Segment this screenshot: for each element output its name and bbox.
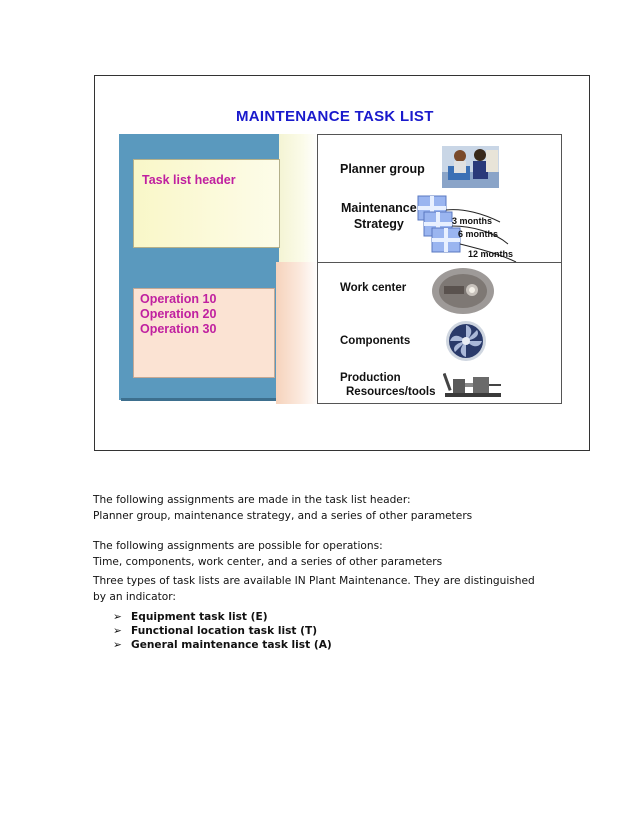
paragraph-line: Three types of task lists are available IN Plant Maintenance. They are distinguished	[93, 575, 535, 587]
list-item	[113, 638, 332, 652]
maintenance-strategy-label	[341, 200, 417, 232]
diagram-title: MAINTENANCE TASK LIST	[236, 108, 434, 125]
panel-shadow	[121, 398, 281, 401]
list-item-label: General maintenance task list (A)	[131, 639, 332, 651]
maintenance-line2: Strategy	[353, 217, 404, 231]
planner-group-photo	[442, 146, 499, 188]
production-line2: Resources/tools	[346, 386, 436, 398]
task-list-header-label: Task list header	[142, 173, 236, 187]
work-center-label: Work center	[340, 282, 407, 294]
paragraph-operation-assignments	[93, 538, 442, 570]
paragraph-line: Planner group, maintenance strategy, and a series of other parameters	[93, 510, 473, 522]
vise-tool-icon	[443, 371, 503, 399]
paragraph-line: The following assignments are made in the task list header:	[93, 494, 411, 506]
bullet-arrow-icon: ➢	[113, 625, 122, 637]
list-item-label: Functional location task list (T)	[131, 625, 318, 637]
task-list-header-box	[133, 159, 280, 248]
paragraph-line: The following assignments are possible for operations:	[93, 540, 383, 552]
months-12-label: 12 months	[468, 249, 514, 259]
operation-item: Operation 20	[140, 307, 217, 321]
component-turbine-image	[446, 321, 486, 361]
header-connector	[279, 134, 318, 262]
work-center-photo	[432, 268, 494, 314]
production-line1: Production	[340, 372, 401, 384]
planner-group-label: Planner group	[340, 162, 425, 176]
maintenance-line1: Maintenance	[341, 201, 417, 215]
operation-item: Operation 10	[140, 292, 217, 306]
operations-connector	[276, 262, 318, 404]
assignments-divider	[317, 262, 562, 263]
production-resources-label	[340, 371, 435, 399]
bullet-arrow-icon: ➢	[113, 611, 122, 623]
list-item	[113, 610, 332, 624]
paragraph-line: by an indicator:	[93, 591, 176, 603]
bullet-arrow-icon: ➢	[113, 639, 122, 651]
paragraph-task-list-types	[93, 573, 535, 605]
task-list-types-list	[113, 610, 332, 652]
components-label: Components	[340, 335, 411, 347]
list-item-label: Equipment task list (E)	[131, 611, 268, 623]
paragraph-line: Time, components, work center, and a series of other parameters	[93, 556, 443, 568]
operations-box	[133, 288, 275, 378]
list-item	[113, 624, 332, 638]
months-3-label: 3 months	[452, 216, 493, 226]
paragraph-header-assignments	[93, 492, 472, 524]
operation-item: Operation 30	[140, 322, 217, 336]
months-6-label: 6 months	[458, 229, 499, 239]
maintenance-strategy-graphic	[414, 192, 518, 262]
